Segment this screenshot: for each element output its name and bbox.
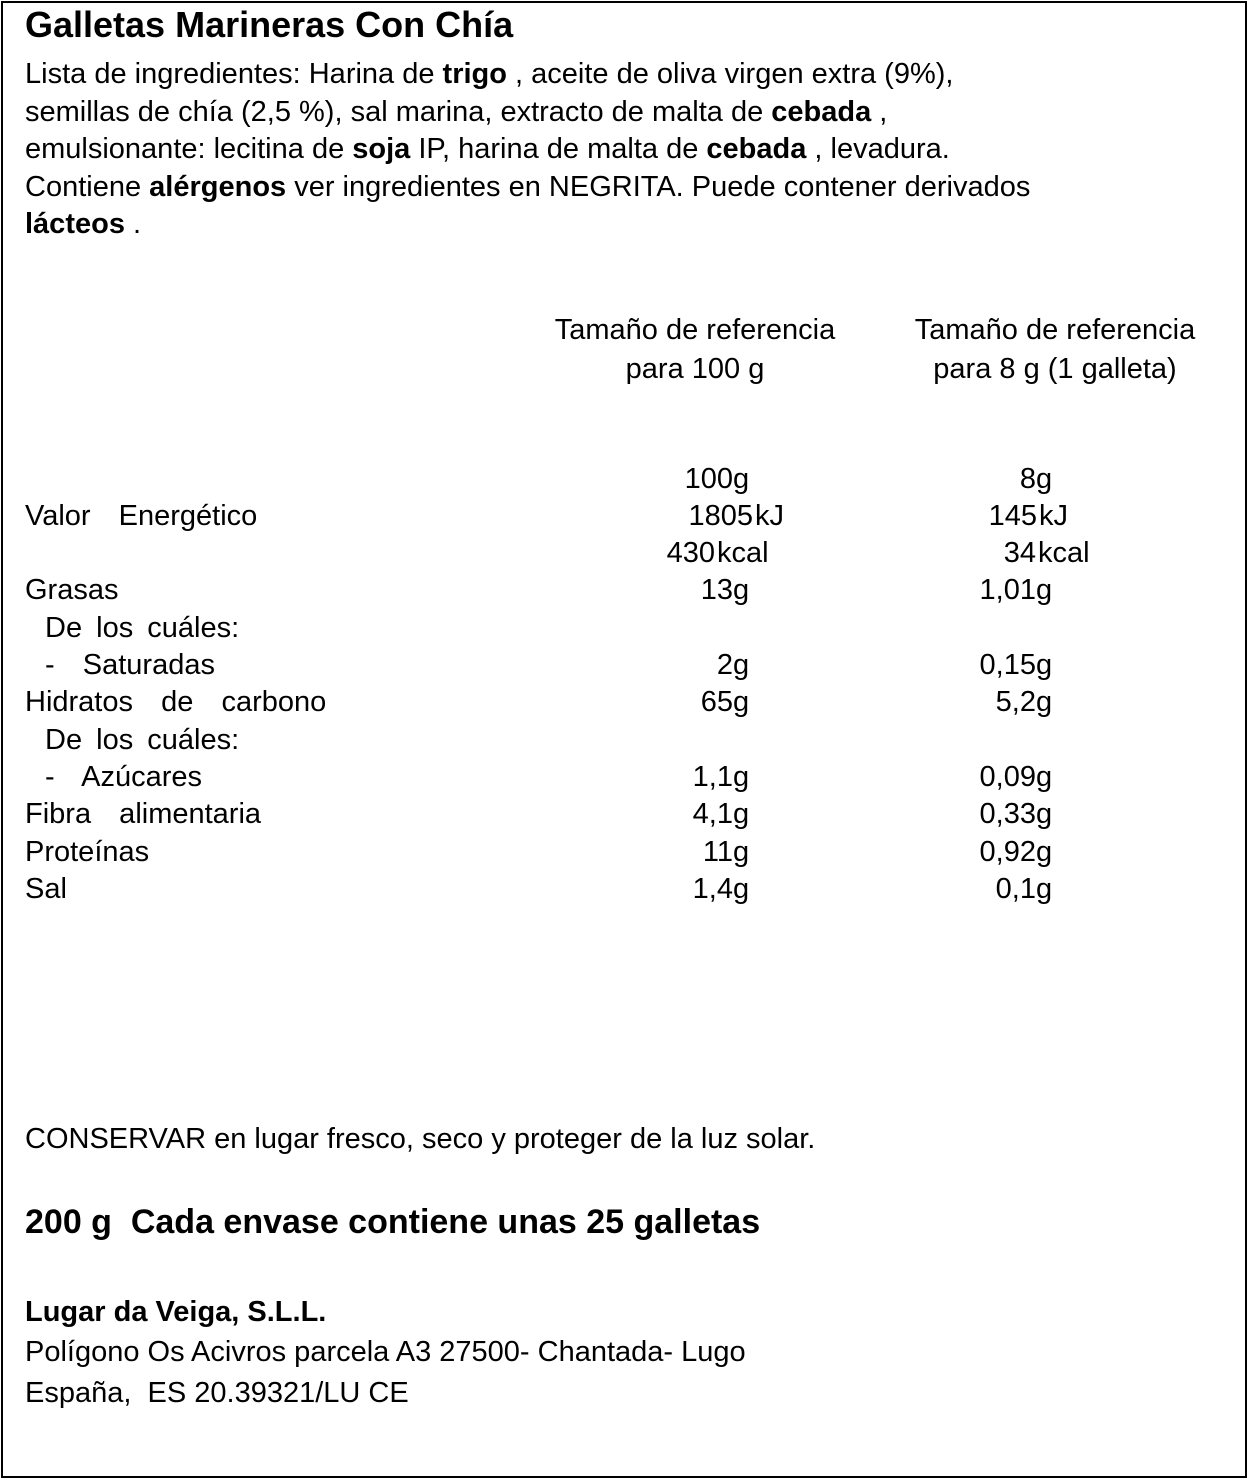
ingredients-text: . <box>124 208 142 240</box>
nutrition-row-hidratos-sub <box>0 722 1250 760</box>
value-100g: 65 <box>700 686 733 718</box>
value-8g: 34 <box>1003 537 1036 569</box>
nutrient-label: Valor Energético <box>25 500 258 532</box>
nutrition-row-fibra <box>0 796 1250 834</box>
unit-8g: g <box>1036 574 1053 606</box>
value-100g: 430 <box>666 537 715 569</box>
nutrient-label: Sal <box>25 873 67 905</box>
value-100g: 2 <box>716 649 733 681</box>
value-8g: 5,2 <box>995 686 1036 718</box>
unit-8g: g <box>1036 836 1053 868</box>
ingredients-text: emulsionante: lecitina de <box>25 133 353 165</box>
ingredients-text: Lista de ingredientes: Harina de <box>25 58 443 90</box>
unit-100g: kJ <box>755 500 784 532</box>
unit-8g: g <box>1036 798 1053 830</box>
ingredients-text: ver ingredientes en NEGRITA. Puede contener derivados <box>286 170 1031 203</box>
value-100g: 4,1 <box>692 798 733 830</box>
ingredients-line <box>25 131 1225 169</box>
nutrition-row-hidratos <box>0 684 1250 722</box>
column-header-line: Tamaño de referencia <box>914 314 1196 346</box>
nutrient-label: Grasas <box>25 574 119 606</box>
unit-100g: g <box>733 686 750 718</box>
ingredients-text: , levadura. <box>806 133 950 165</box>
ingredients-line <box>25 56 1225 94</box>
value-8g: 8 <box>1019 463 1036 495</box>
unit-8g: g <box>1036 761 1053 793</box>
value-8g: 0,09 <box>979 761 1036 793</box>
ingredients-text: , aceite de oliva virgen extra (9%), <box>506 58 954 90</box>
unit-100g: g <box>733 649 750 681</box>
unit-100g: g <box>733 798 750 830</box>
nutrition-row-saturadas <box>0 647 1250 685</box>
nutrient-sublabel: De los cuáles: <box>45 612 240 644</box>
nutrient-label: Fibra alimentaria <box>25 798 262 830</box>
value-8g: 0,15 <box>979 649 1036 681</box>
value-8g: 0,1 <box>995 873 1036 905</box>
allergen-text: cebada <box>706 133 807 165</box>
allergen-text: trigo <box>442 58 507 90</box>
unit-8g: kcal <box>1038 537 1090 569</box>
ingredients-line <box>25 94 1225 132</box>
company-registry: España, ES 20.39321/LU CE <box>25 1377 409 1409</box>
ingredients-line <box>25 169 1225 207</box>
value-100g: 1,1 <box>692 761 733 793</box>
ingredients-text: semillas de chía (2,5 %), sal marina, extracto de malta de <box>25 95 772 128</box>
column-header-line: para 100 g <box>625 353 765 385</box>
unit-8g: g <box>1036 463 1053 495</box>
ingredients-text: IP, harina de malta de <box>410 133 707 165</box>
nutrition-row-energy-kcal <box>0 535 1250 573</box>
allergen-text: soja <box>352 133 411 165</box>
value-8g: 1,01 <box>979 574 1036 606</box>
unit-8g: kJ <box>1039 500 1068 532</box>
nutrition-row-grasas-sub <box>0 610 1250 648</box>
ingredients-text: Contiene <box>25 170 150 203</box>
value-8g: 0,33 <box>979 798 1036 830</box>
unit-100g: kcal <box>717 537 769 569</box>
value-100g: 13 <box>700 574 733 606</box>
unit-100g: g <box>733 761 750 793</box>
value-100g: 11 <box>702 836 733 868</box>
allergen-text: alérgenos <box>149 170 287 203</box>
nutrition-row-sal <box>0 871 1250 909</box>
product-title: Galletas Marineras Con Chía <box>25 4 514 45</box>
nutrient-sublabel: De los cuáles: <box>45 724 240 756</box>
column-header-8g <box>880 311 1230 389</box>
unit-8g: g <box>1036 686 1053 718</box>
allergen-text: cebada <box>771 95 872 128</box>
nutrition-row-energy-kj <box>0 498 1250 536</box>
unit-8g: g <box>1036 649 1053 681</box>
nutrition-row-proteinas <box>0 834 1250 872</box>
allergen-text: lácteos <box>25 208 125 240</box>
nutrient-label: - Azúcares <box>45 761 203 793</box>
column-header-line: para 8 g (1 galleta) <box>933 353 1177 385</box>
package-contents: 200 g Cada envase contiene unas 25 galletas <box>25 1203 761 1241</box>
value-100g: 1805 <box>688 500 753 532</box>
column-header-100g <box>520 311 870 389</box>
nutrient-label: Proteínas <box>25 836 150 868</box>
value-8g: 0,92 <box>979 836 1036 868</box>
ingredients-text: , <box>871 95 888 128</box>
nutrient-label: Hidratos de carbono <box>25 686 327 718</box>
unit-100g: g <box>733 574 750 606</box>
unit-100g: g <box>733 463 750 495</box>
value-100g: 100 <box>684 463 733 495</box>
value-8g: 145 <box>988 500 1037 532</box>
value-100g: 1,4 <box>692 873 733 905</box>
nutrition-row-azucares <box>0 759 1250 797</box>
company-address: Polígono Os Acivros parcela A3 27500- Chantada- Lugo <box>25 1336 746 1368</box>
storage-instructions: CONSERVAR en lugar fresco, seco y proteger de la luz solar. <box>25 1123 816 1155</box>
unit-8g: g <box>1036 873 1053 905</box>
nutrition-header-row <box>0 461 1250 499</box>
unit-100g: g <box>733 836 750 868</box>
unit-100g: g <box>733 873 750 905</box>
column-header-line: Tamaño de referencia <box>554 314 836 346</box>
ingredients-list <box>25 56 1225 244</box>
company-name: Lugar da Veiga, S.L.L. <box>25 1296 327 1328</box>
nutrition-row-grasas <box>0 572 1250 610</box>
nutrient-label: - Saturadas <box>45 649 215 681</box>
ingredients-line <box>25 206 1225 244</box>
